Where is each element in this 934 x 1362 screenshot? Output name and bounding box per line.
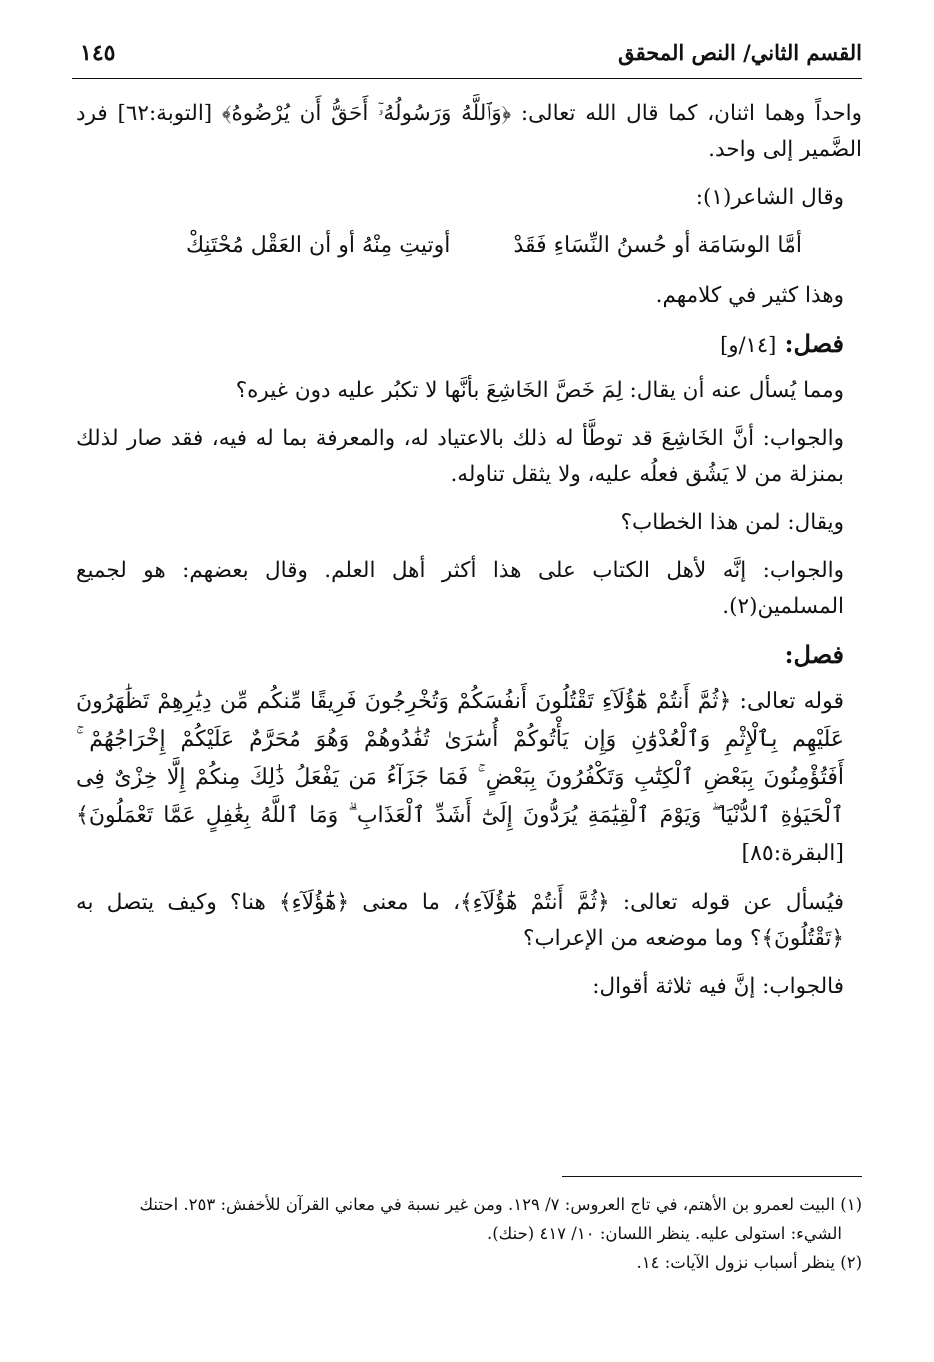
paragraph: فيُسأل عن قوله تعالى: ﴿ثُمَّ أَنتُمْ هَٰٓؤُلَآءِ﴾، ما معنى ﴿هَٰٓؤُلَآءِ﴾ هنا؟ وكيف يتصل به ﴿تَقْتُلُونَ﴾؟ وما موضعه من الإعراب؟ xyxy=(76,890,844,951)
footnote-2: (٢) ينظر أسباب نزول الآيات: ١٤. xyxy=(636,1253,862,1272)
paragraph: والجواب: أنَّ الخَاشِعَ قد توطَّأ له ذلك بالاعتياد له، والمعرفة بما له فيه، فقد صار لذلك بمنزلة من لا يَشُق فعلُه عليه، ولا يثقل تناوله. xyxy=(76,426,844,487)
book-page xyxy=(72,0,862,1362)
paragraph: ويقال: لمن هذا الخطاب؟ xyxy=(620,510,844,535)
quran-citation-paragraph: قوله تعالى: ﴿ثُمَّ أَنتُمْ هَٰٓؤُلَآءِ تَقْتُلُونَ أَنفُسَكُمْ وَتُخْرِجُونَ فَرِيقًا مِّنكُم مِّن دِيَٰرِهِمْ تَظَٰهَرُونَ عَلَيْهِم بِٱلْإِثْمِ وَٱلْعُدْوَٰنِ وَإِن يَأْتُوكُمْ أُسَٰرَىٰ تُفَٰدُوهُمْ وَهُوَ مُحَرَّمٌ عَلَيْكُمْ إِخْرَاجُهُمْ ۚ أَفَتُؤْمِنُونَ بِبَعْضِ ٱلْكِتَٰبِ وَتَكْفُرُونَ بِبَعْضٍ ۚ فَمَا جَزَآءُ مَن يَفْعَلُ ذَٰلِكَ مِنكُمْ إِلَّا خِزْىٌ فِى ٱلْحَيَوٰةِ ٱلدُّنْيَا ۖ وَيَوْمَ ٱلْقِيَٰمَةِ يُرَدُّونَ إِلَىٰٓ أَشَدِّ ٱلْعَذَابِ ۗ وَمَا ٱللَّهُ بِغَٰفِلٍ عَمَّا تَعْمَلُونَ﴾ [البقرة:٨٥] xyxy=(76,689,844,866)
page-number: ١٤٥ xyxy=(80,40,116,66)
page-header xyxy=(72,40,862,74)
footnote-divider xyxy=(562,1176,862,1177)
main-text xyxy=(76,96,862,1017)
section-heading-label: فصل: xyxy=(784,329,844,358)
paragraph: وقال الشاعر(١): xyxy=(695,185,844,210)
footnote-1: (١) البيت لعمرو بن الأهتم، في تاج العروس: ٧/ ١٢٩. ومن غير نسبة في معاني القرآن للأخفش: ٢٥٣. احتنك xyxy=(139,1195,862,1214)
paragraph: وهذا كثير في كلامهم. xyxy=(655,283,844,308)
section-heading-label: فصل: xyxy=(784,640,844,669)
header-divider xyxy=(72,78,862,79)
paragraph: والجواب: إنَّه لأهل الكتاب على هذا أكثر أهل العلم. وقال بعضهم: هو لجميع المسلمين(٢). xyxy=(76,558,844,619)
paragraph: فالجواب: إنَّ فيه ثلاثة أقوال: xyxy=(592,974,844,999)
footnote-1-continuation: الشيء: استولى عليه. ينظر اللسان: ١٠/ ٤١٧ (حنك). xyxy=(487,1224,842,1243)
footnotes xyxy=(72,1190,862,1277)
paragraph: واحداً وهما اثنان، كما قال الله تعالى: ﴿وَٱللَّهُ وَرَسُولُهُۥٓ أَحَقُّ أَن يُرْضُوهُ﴾ [التوبة:٦٢] فرد الضَّمير إلى واحد. xyxy=(76,101,862,162)
paragraph: ومما يُسأل عنه أن يقال: لِمَ خَصَّ الخَاشِعَ بأنَّها لا تكبُر عليه دون غيره؟ xyxy=(235,378,844,403)
poetry-verse xyxy=(76,228,862,264)
manuscript-folio-ref: [١٤/و] xyxy=(720,333,777,357)
verse-second-hemistich: أوتيتِ مِنْهُ أو أن العَقْل مُحْتَنِكْ xyxy=(186,233,451,258)
section-title: القسم الثاني/ النص المحقق xyxy=(618,40,862,65)
verse-first-hemistich: أمَّا الوسَامَة أو حُسنُ النِّسَاءِ فَقَدْ xyxy=(513,233,802,258)
section-heading xyxy=(76,637,862,673)
section-heading xyxy=(76,326,862,363)
